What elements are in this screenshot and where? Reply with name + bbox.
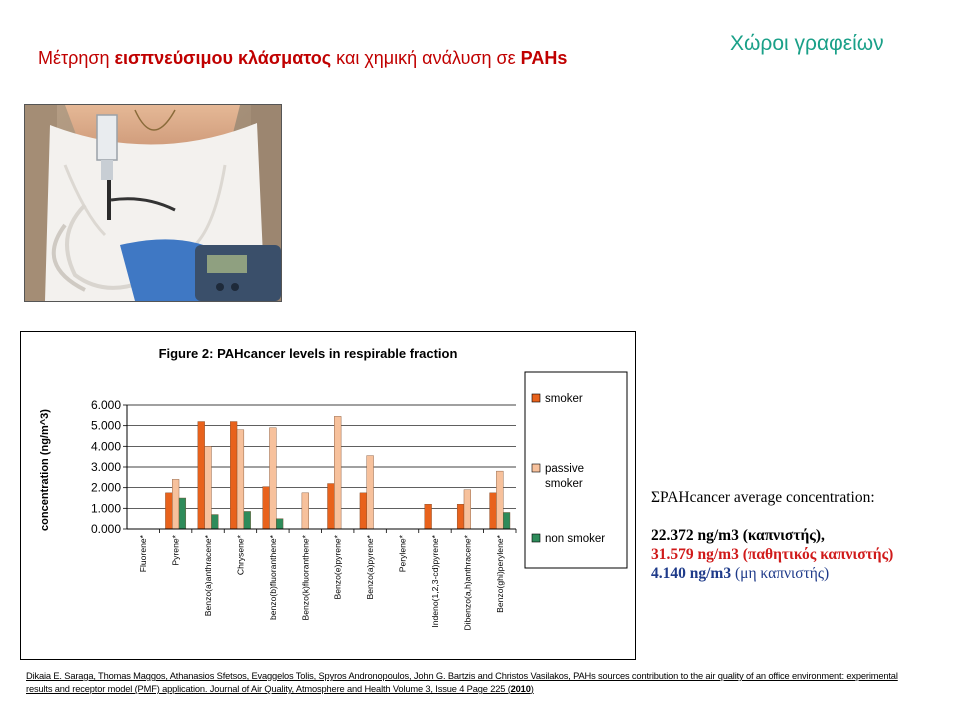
x-tick-label: Benzo(e)pyrene* — [332, 535, 343, 600]
legend-label-smoker: smoker — [545, 393, 583, 405]
sampler-photo-illustration — [25, 105, 281, 301]
section-title: Χώροι γραφείων — [730, 32, 884, 55]
x-tick-label: Benzo(a)pyrene* — [365, 535, 376, 600]
summary-passive-label: (παθητικός καπνιστής) — [742, 546, 894, 563]
citation-close: ) — [530, 684, 534, 694]
bar-passive-smoker — [237, 430, 244, 529]
legend-swatch-smoker — [532, 394, 540, 402]
citation-text: Dikaia E. Saraga, Thomas Maggos, Athanasios Sfetsos, Evaggelos Tolis, Spyros Andronopoulos, John G. Bartzis and Christos Vasilakos, PAHs sources contribution to the air quality of an office environment: experimental results and receptor model (PMF) application. Journal of Air Quality, Atmosphere and Health Volume 3, Issue 4 Page 225 ( — [26, 671, 898, 694]
bar-passive-smoker — [269, 428, 276, 529]
x-tick-labels — [138, 534, 505, 630]
bar-smoker — [425, 504, 432, 529]
legend-swatch-passive-smoker — [532, 464, 540, 472]
summary-passive-value: 31.579 ng/m3 — [651, 546, 743, 563]
chart-title: Figure 2: PAHcancer levels in respirable fraction — [158, 346, 458, 361]
x-tick-label: Fluorene* — [138, 535, 149, 573]
y-tick-label: 6.000 — [90, 398, 121, 412]
y-tick-label: 3.000 — [90, 460, 121, 474]
chart-frame — [20, 331, 636, 660]
y-tick-label: 2.000 — [90, 480, 121, 495]
summary-smoker-label: (καπνιστής), — [742, 527, 825, 544]
legend-label-non-smoker: non smoker — [545, 533, 606, 545]
bar-smoker — [230, 422, 237, 529]
bar-smoker — [165, 493, 172, 529]
citation-year: 2010 — [510, 684, 531, 694]
x-tick-label: benzo(b)fluoranthene* — [267, 535, 278, 621]
summary-block — [651, 488, 893, 583]
y-tick-label: 1.000 — [90, 501, 121, 516]
bar-passive-smoker — [367, 456, 374, 529]
summary-smoker — [651, 526, 893, 545]
x-tick-label: Chrysene* — [235, 535, 246, 576]
bar-passive-smoker — [205, 446, 212, 529]
bar-smoker — [490, 493, 497, 529]
legend — [525, 372, 627, 568]
y-tick-label: 4.000 — [90, 439, 121, 454]
bars — [165, 416, 510, 529]
bar-smoker — [263, 487, 270, 529]
y-tick-label: 5.000 — [90, 418, 121, 433]
bar-non-smoker — [244, 511, 251, 529]
title-text-1: Μέτρηση — [38, 48, 115, 68]
slide-title — [38, 48, 567, 69]
x-tick-label: Benzo(ghi)perylene* — [494, 535, 505, 613]
y-tick-labels — [91, 398, 121, 536]
x-tick-label: Indeno(1,2,3-cd)pyrene* — [429, 535, 440, 628]
legend-swatch-non-smoker — [532, 534, 540, 542]
x-tick-label: Dibenzo(a,h)anthracene* — [462, 535, 473, 631]
bar-passive-smoker — [172, 479, 179, 529]
y-axis-label: concentration (ng/m^3) — [39, 409, 51, 531]
chart-svg — [21, 332, 635, 659]
summary-nonsmoker — [651, 564, 893, 583]
x-tick-label: Perylene* — [397, 535, 408, 573]
title-bold-1: εισπνεύσιμου κλάσματος — [114, 48, 332, 68]
legend-label-passive-line2: smoker — [545, 478, 583, 490]
bar-smoker — [457, 504, 464, 529]
summary-smoker-value: 22.372 ng/m3 — [651, 527, 743, 544]
citation[interactable] — [26, 670, 926, 696]
sampler-photo — [24, 104, 282, 302]
title-bold-2: PAHs — [520, 48, 568, 68]
bar-smoker — [198, 422, 205, 529]
x-tick-label: Benzo(a)anthracene* — [203, 535, 214, 617]
bar-non-smoker — [211, 515, 218, 529]
bar-passive-smoker — [302, 493, 309, 529]
bar-smoker — [328, 484, 335, 529]
bar-smoker — [360, 493, 367, 529]
summary-passive — [651, 545, 893, 564]
bar-passive-smoker — [496, 471, 503, 529]
y-tick-label: 0.000 — [90, 522, 121, 536]
bar-non-smoker — [503, 512, 510, 529]
title-text-2: και χημική ανάλυση σε — [331, 48, 521, 68]
bar-passive-smoker — [464, 490, 471, 529]
x-tick-label: Benzo(k)fluoranthene* — [300, 535, 311, 621]
bar-passive-smoker — [334, 416, 341, 529]
legend-label-passive-line1: passive — [545, 463, 584, 475]
x-tick-label: Pyrene* — [170, 535, 181, 566]
summary-heading: ΣPAHcancer average concentration: — [651, 489, 875, 506]
summary-nonsmoker-value: 4.140 ng/m3 — [651, 565, 735, 582]
bar-non-smoker — [276, 519, 283, 529]
bar-non-smoker — [179, 498, 186, 529]
summary-nonsmoker-label: (μη καπνιστής) — [734, 565, 830, 582]
